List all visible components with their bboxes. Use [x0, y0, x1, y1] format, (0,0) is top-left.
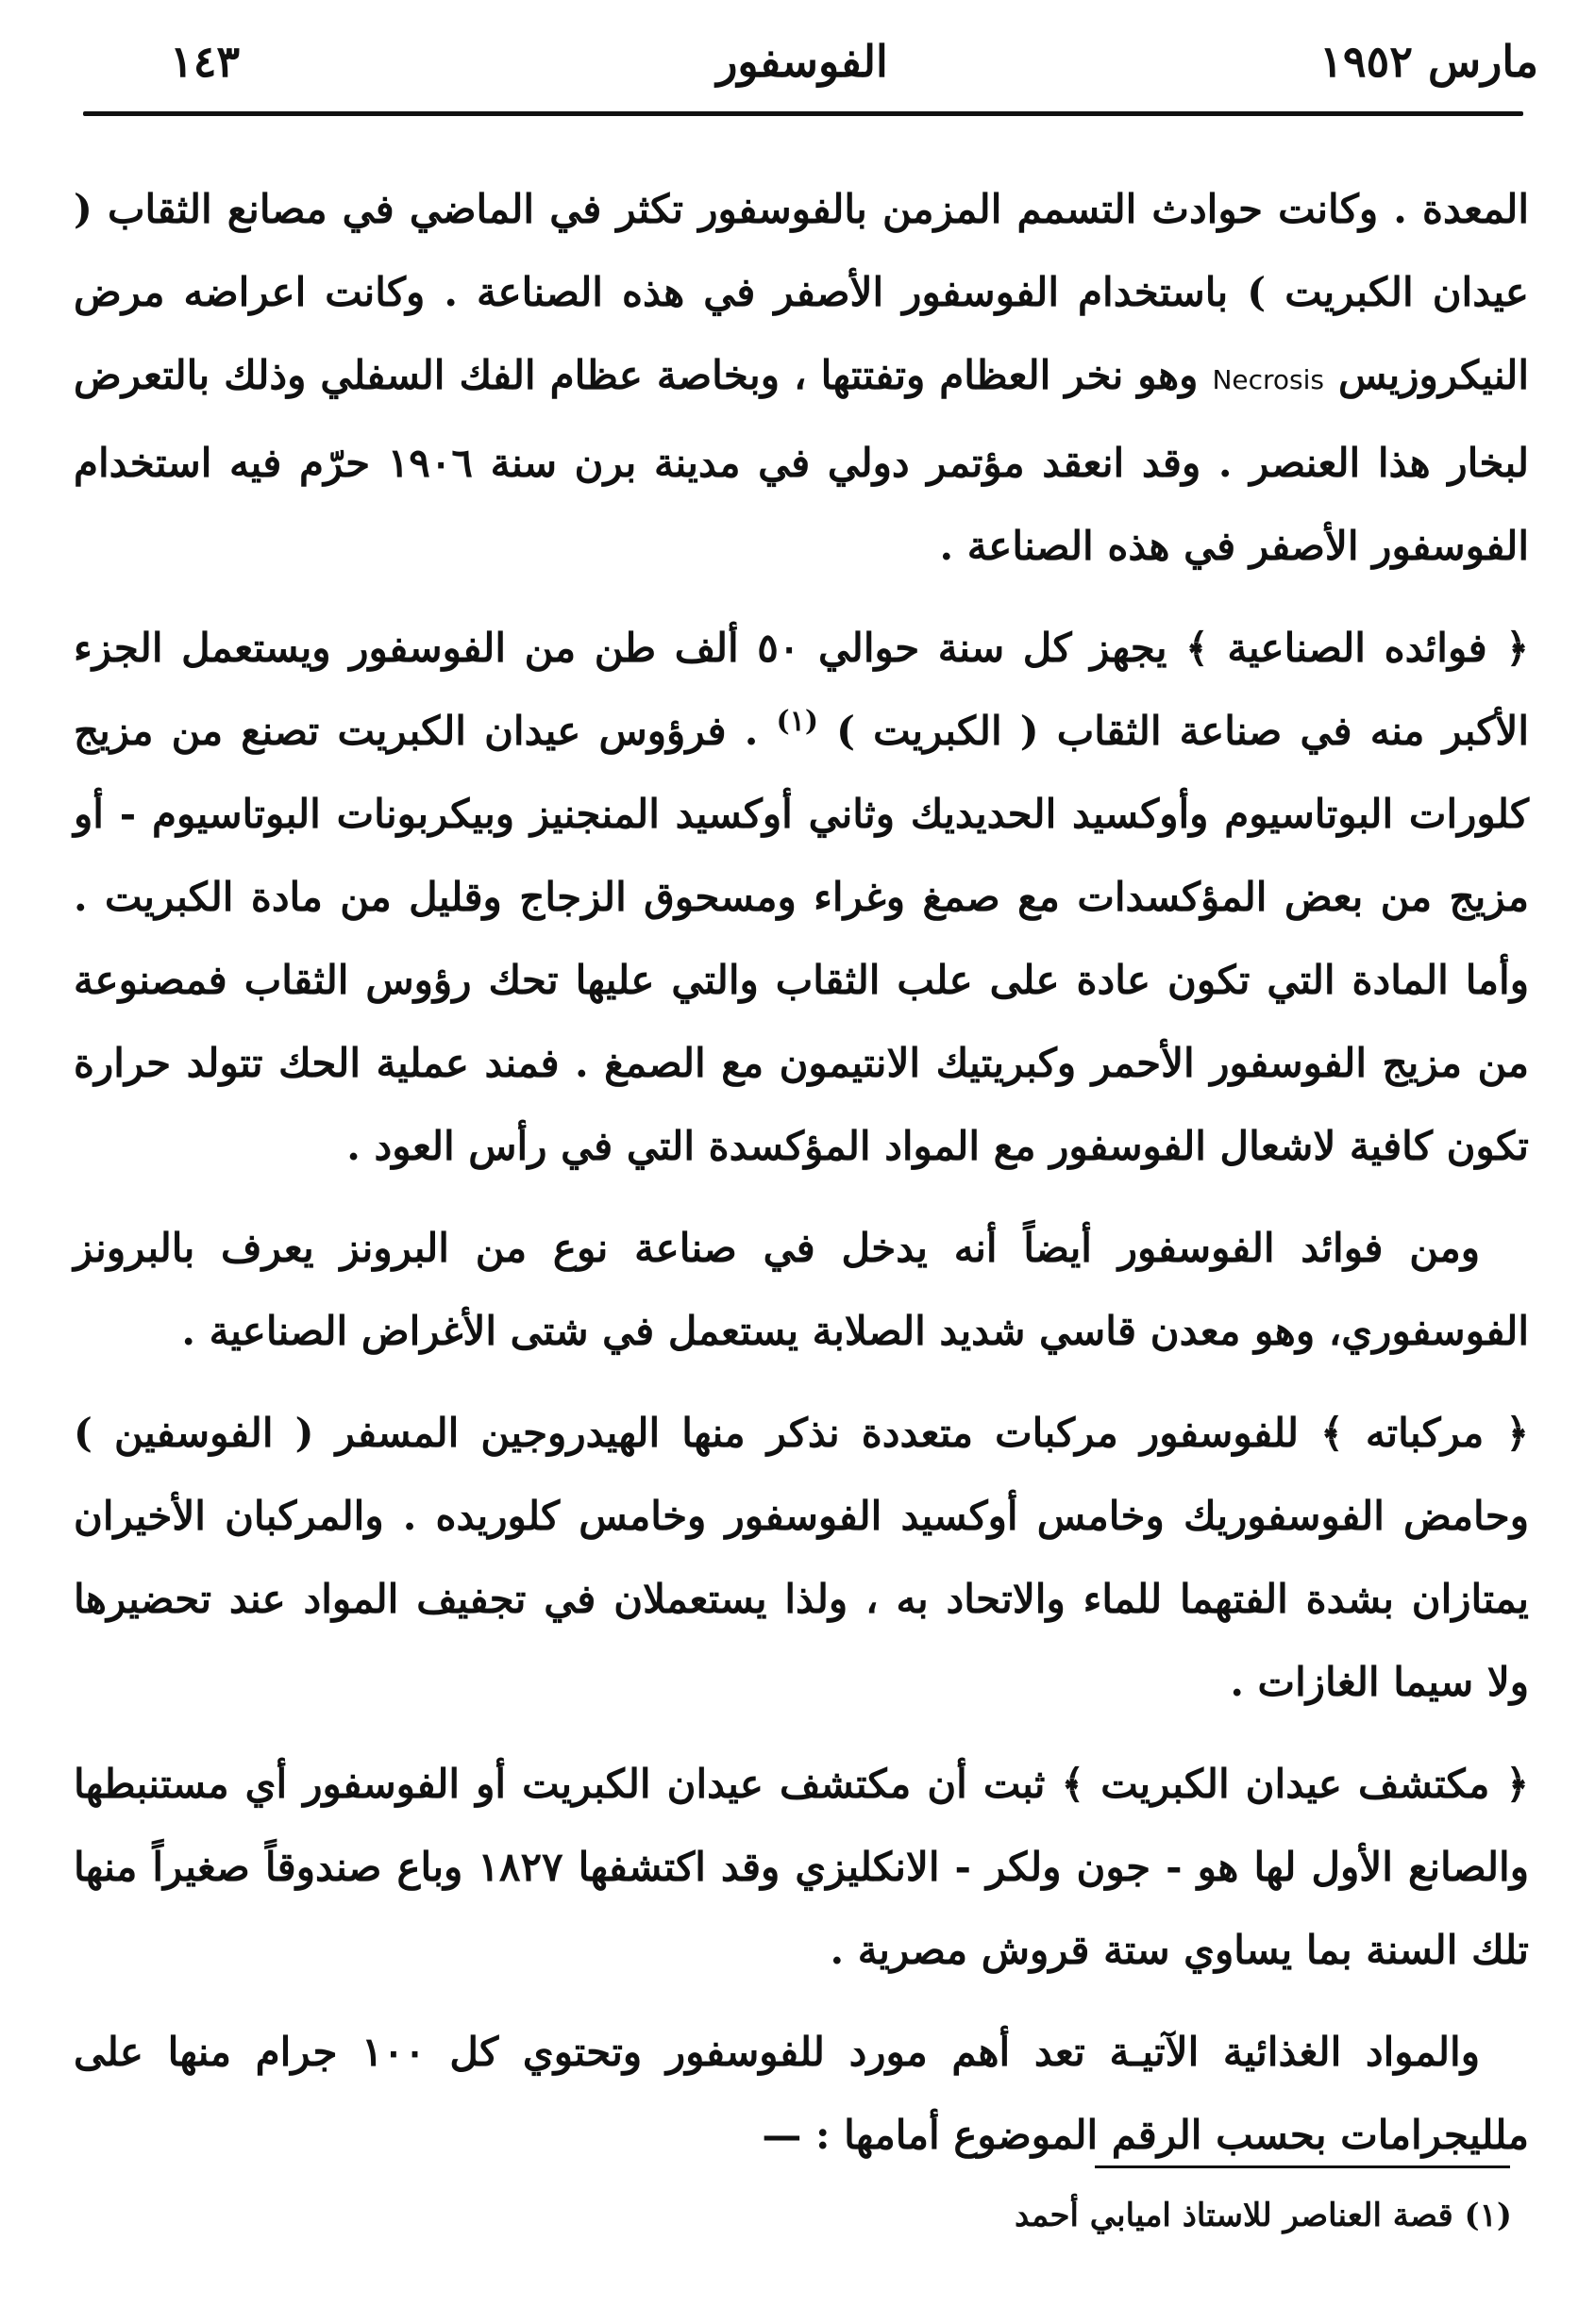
paragraph-2-part-b: . فرؤوس عيدان الكبريت تصنع من مزيج كلورات البوتاسيوم وأوكسيد الحديديك وثاني أوكسيد المنجنيز وبيكربونات البوتاسيوم - أو مزيج من بعض المؤكسدات مع صمغ وغراء ومسحوق الزجاج وقليل من مادة الكبريت . وأما المادة التي تكون عادة على علب الثقاب والتي عليها تحك رؤوس الثقاب فمصنوعة من مزيج الفوسفور الأحمر وكبريتيك الانتيمون مع الصمغ . فمند عملية الحك تتولد حرارة تكون كافية لاشعال الفوسفور مع المواد المؤكسدة التي في رأس العود .: [74, 708, 1529, 1169]
page-number: ١٤٣: [170, 36, 241, 87]
paragraph-3: ومن فوائد الفوسفور أيضاً أنه يدخل في صناعة نوع من البرونز يعرف بالبرونز الفوسفوري، وهو معدن قاسي شديد الصلابة يستعمل في شتى الأغراض الصناعية .: [74, 1225, 1529, 1354]
paragraph-5: ﴿ مكتشف عيدان الكبريت ﴾ ثبت أن مكتشف عيدان الكبريت أو الفوسفور أي مستنبطها والصانع الأول لها هو - جون ولكر - الانكليزي وقد اكتشفها ١٨٢٧ وباع صندوقاً صغيراً منها تلك السنة بما يساوي ستة قروش مصرية .: [74, 1761, 1529, 1973]
header-date: مارس ١٩٥٢: [1319, 36, 1538, 87]
paragraph-4: ﴿ مركباته ﴾ للفوسفور مركبات متعددة نذكر منها الهيدروجين المسفر ( الفوسفين ) وحامض الفوسفوريك وخامس أوكسيد الفوسفور وخامس كلوريده . والمركبان الأخيران يمتازان بشدة الفتهما للماء والاتحاد به ، ولذا يستعملان في تجفيف المواد عند تحضيرها ولا سيما الغازات .: [74, 1410, 1529, 1705]
footnote-rule: [1095, 2165, 1510, 2168]
paragraph-2: [74, 607, 1529, 1188]
header-rule: [83, 111, 1523, 116]
footnote: (١) قصة العناصر للاستاذ اميابي أحمد: [1015, 2197, 1512, 2234]
paragraph-1-part-a: المعدة . وكانت حوادث التسمم المزمن بالفوسفور تكثر في الماضي في مصانع الثقاب ( عيدان الكبريت ) باستخدام الفوسفور الأصفر في هذه الصناعة . وكانت اعراضه مرض النيكروزيس: [74, 186, 1529, 398]
latin-term: Necrosis: [1212, 364, 1324, 395]
body-text: [74, 168, 1529, 2196]
paragraph-1: [74, 168, 1529, 588]
header-title: الفوسفور: [716, 36, 888, 87]
paragraph-1-part-b: وهو نخر العظام وتفتتها ، وبخاصة عظام الفك السفلي وذلك بالتعرض لبخار هذا العنصر . وقد انعقد مؤتمر دولي في مدينة برن سنة ١٩٠٦ حرّم فيه استخدام الفوسفور الأصفر في هذه الصناعة .: [74, 352, 1529, 569]
paragraph-2-part-a: ﴿ فوائده الصناعية ﴾ يجهز كل سنة حوالي ٥٠ ألف طن من الفوسفور ويستعمل الجزء الأكبر منه في صناعة الثقاب ( الكبريت ): [74, 625, 1529, 754]
footnote-reference: (١): [776, 705, 819, 738]
paragraph-6: والمواد الغذائية الآتيـة تعد أهم مورد للفوسفور وتحتوي كل ١٠٠ جرام منها على ملليجرامات بحسب الرقم الموضوع أمامها : —: [74, 2029, 1529, 2158]
running-head: [66, 36, 1538, 92]
